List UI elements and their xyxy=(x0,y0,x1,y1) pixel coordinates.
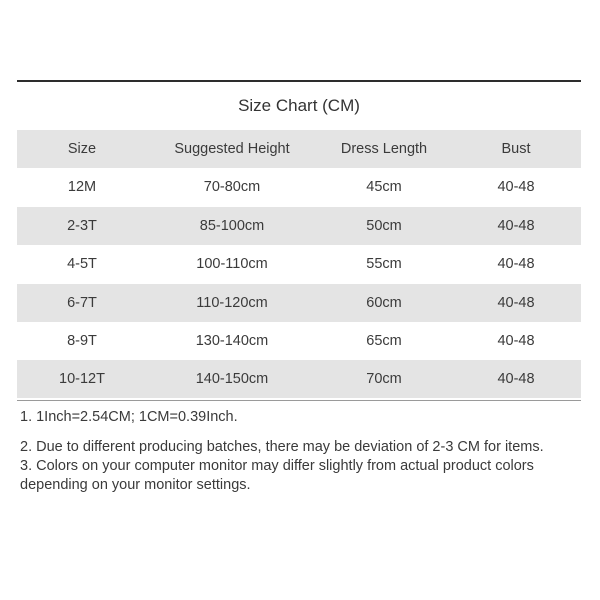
chart-title: Size Chart (CM) xyxy=(238,96,360,115)
cell-length: 65cm xyxy=(366,332,402,349)
cell-length: 55cm xyxy=(366,256,402,273)
cell-bust: 40-48 xyxy=(497,332,535,349)
header-dress-length: Dress Length xyxy=(340,141,428,157)
table-row xyxy=(17,322,581,360)
cell-height: 100-110cm xyxy=(196,256,268,273)
note-conversion: 1. 1Inch=2.54CM; 1CM=0.39Inch. xyxy=(20,409,238,425)
cell-bust: 40-48 xyxy=(497,179,535,196)
cell-size: 2-3T xyxy=(67,217,97,234)
table-row xyxy=(17,360,581,398)
table-row xyxy=(17,284,581,322)
notes-section xyxy=(20,408,580,495)
cell-bust: 40-48 xyxy=(497,217,535,234)
cell-height: 85-100cm xyxy=(199,217,265,234)
header-size: Size xyxy=(67,141,97,157)
cell-bust: 40-48 xyxy=(497,294,535,311)
table-header-row xyxy=(17,130,581,168)
bottom-divider xyxy=(17,400,581,401)
cell-size: 4-5T xyxy=(67,256,97,273)
cell-length: 45cm xyxy=(366,179,402,196)
table-row xyxy=(17,207,581,245)
cell-height: 140-150cm xyxy=(195,371,269,388)
cell-length: 60cm xyxy=(366,294,402,311)
cell-length: 70cm xyxy=(366,371,402,388)
cell-height: 110-120cm xyxy=(196,294,268,311)
cell-size: 8-9T xyxy=(67,332,97,349)
cell-bust: 40-48 xyxy=(497,371,535,388)
cell-size: 6-7T xyxy=(67,294,97,311)
cell-height: 70-80cm xyxy=(203,179,261,196)
table-row xyxy=(17,245,581,283)
header-bust: Bust xyxy=(501,141,531,157)
cell-bust: 40-48 xyxy=(497,256,535,273)
note-deviation: 2. Due to different producing batches, there may be deviation of 2-3 CM for items. xyxy=(20,439,544,455)
top-divider xyxy=(17,80,581,82)
table-row xyxy=(17,168,581,206)
cell-height: 130-140cm xyxy=(195,332,269,349)
note-color: 3. Colors on your computer monitor may differ slightly from actual product colors depending on your monitor settings. xyxy=(20,458,534,493)
cell-size: 12M xyxy=(67,179,97,196)
header-suggested-height: Suggested Height xyxy=(174,141,290,157)
cell-size: 10-12T xyxy=(59,371,105,388)
cell-length: 50cm xyxy=(366,217,402,234)
size-table xyxy=(17,130,581,399)
